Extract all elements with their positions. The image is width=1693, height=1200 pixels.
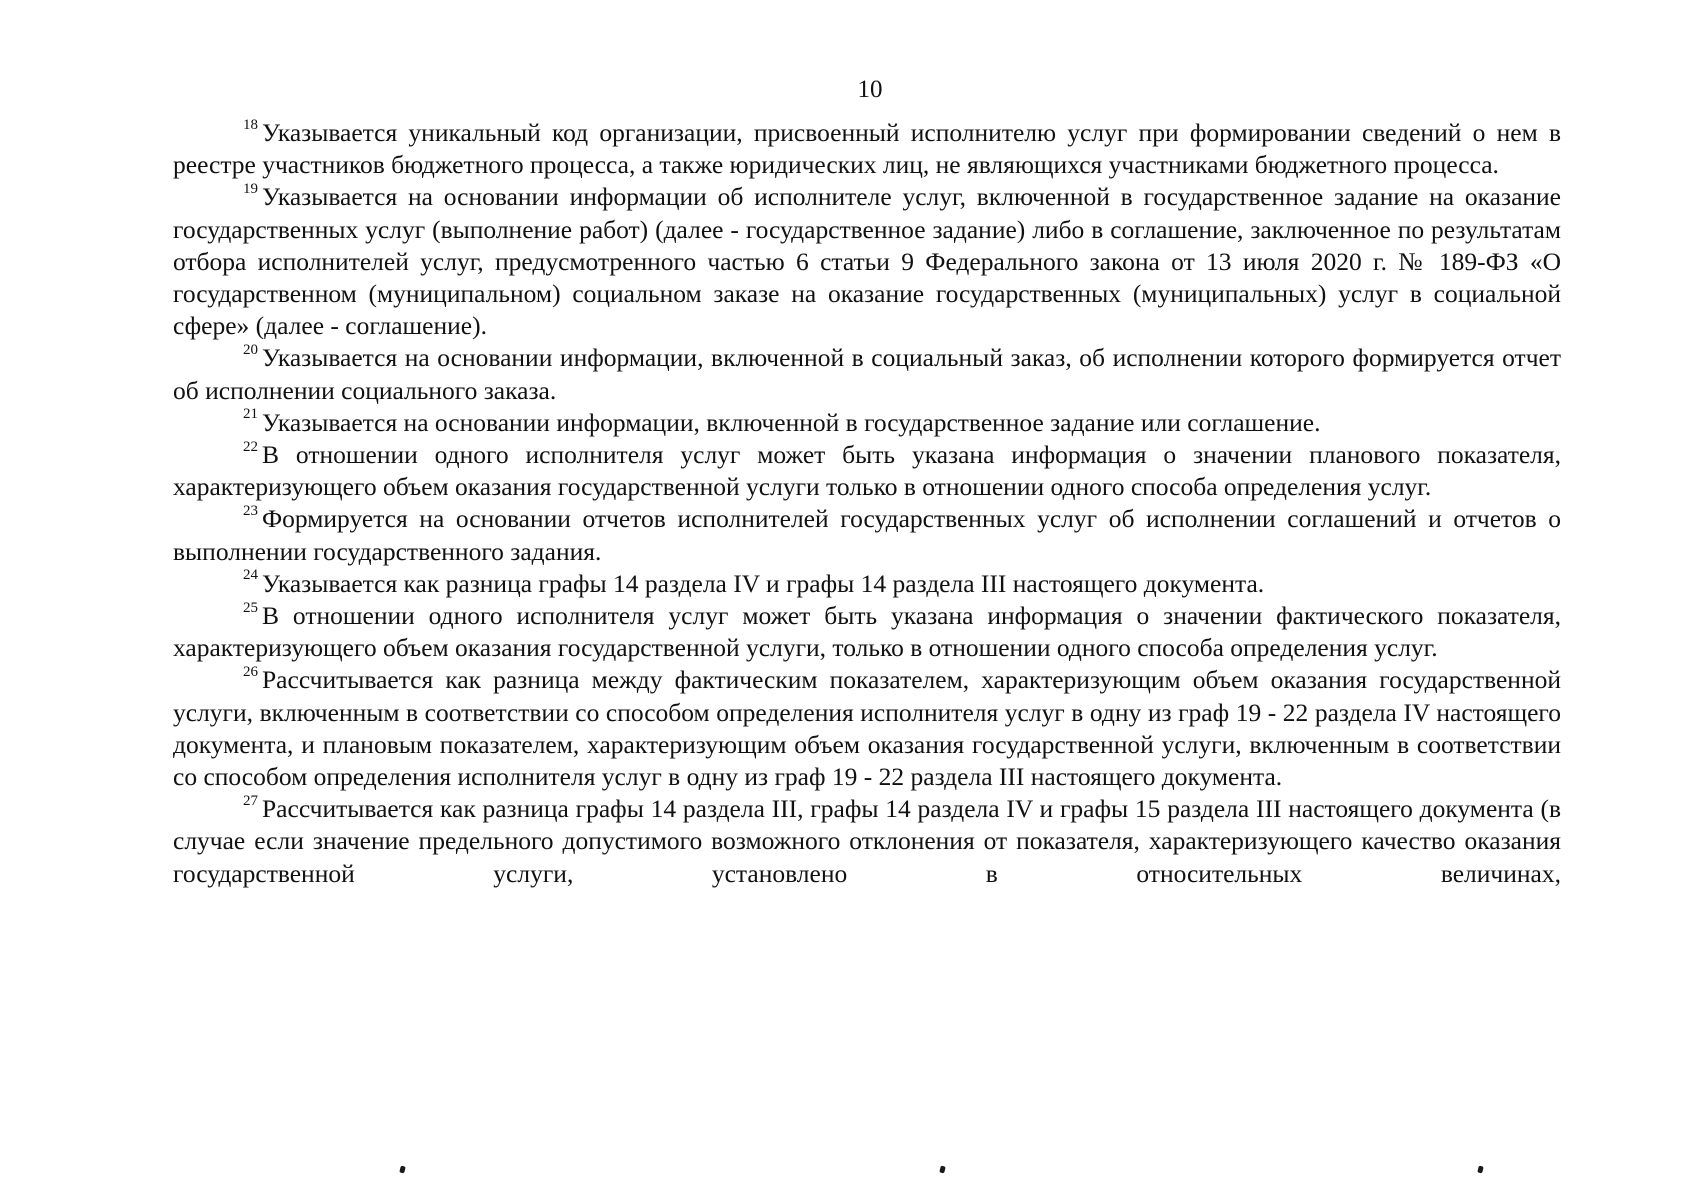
footnote-text: Указывается на основании информации, включенной в государственное задание или соглашение. — [262, 407, 1321, 437]
footnote-21 — [173, 407, 1561, 439]
footnote-22 — [173, 439, 1561, 503]
footnote-24 — [173, 568, 1561, 600]
footnote-text: Указывается на основании информации об исполнителе услуг, включенной в государственное задание на оказание государственных услуг (выполнение работ) (далее - государственное задание) либо в соглашение, заключенное по результатам отбора исполнителей услуг, предусмотренного частью 6 статьи 9 Федерального закона от 13 июля 2020 г. № 189-ФЗ «О государственном (муниципальном) социальном заказе на оказание государственных (муниципальных) услуг в социальной сфере» (далее - соглашение). — [173, 182, 1561, 341]
footnote-text: Формируется на основании отчетов исполнителей государственных услуг об исполнении соглашений и отчетов о выполнении государственного задания. — [173, 504, 1561, 566]
footnote-number: 27 — [243, 792, 258, 809]
footnote-number: 24 — [243, 567, 258, 584]
footnote-text: Указывается как разница графы 14 раздела IV и графы 14 раздела III настоящего документа. — [262, 568, 1265, 598]
scan-mark — [399, 1165, 406, 1173]
footnote-text: В отношении одного исполнителя услуг может быть указана информация о значении фактического показателя, характеризующего объем оказания государственной услуги, только в отношении одного способа определения услуг. — [173, 601, 1561, 663]
scan-mark — [1477, 1165, 1484, 1173]
footnote-text: Рассчитывается как разница между фактическим показателем, характеризующим объем оказания государственной услуги, включенным в соответствии со способом определения исполнителя услуг в одну из граф 19 - 22 раздела IV настоящего документа, и плановым показателем, характеризующим объем оказания государственной услуги, включенным в соответствии со способом определения исполнителя услуг в одну из граф 19 - 22 раздела III настоящего документа. — [173, 665, 1561, 792]
footnote-18 — [173, 117, 1561, 181]
footnote-number: 23 — [243, 502, 258, 519]
footnote-19 — [173, 181, 1561, 342]
footnote-text: Указывается на основании информации, включенной в социальный заказ, об исполнении которого формируется отчет об исполнении социального заказа. — [173, 343, 1561, 405]
footnote-25 — [173, 600, 1561, 664]
footnote-number: 18 — [243, 116, 258, 133]
footnote-27 — [173, 793, 1561, 890]
footnote-26 — [173, 664, 1561, 793]
footnote-text: Рассчитывается как разница графы 14 раздела III, графы 14 раздела IV и графы 15 раздела III настоящего документа (в случае если значение предельного допустимого возможного отклонения от показателя, характеризующего качество оказания государственной услуги, установлено в относительных величинах, — [173, 794, 1561, 888]
page-number: 10 — [857, 76, 883, 103]
footnote-number: 21 — [243, 406, 258, 423]
footnote-text: Указывается уникальный код организации, присвоенный исполнителю услуг при формировании сведений о нем в реестре участников бюджетного процесса, а также юридических лиц, не являющихся участниками бюджетного процесса. — [173, 118, 1561, 180]
scan-mark — [939, 1165, 946, 1173]
footnote-text: В отношении одного исполнителя услуг может быть указана информация о значении планового показателя, характеризующего объем оказания государственной услуги только в отношении одного способа определения услуг. — [173, 440, 1561, 502]
footnote-number: 25 — [243, 599, 258, 616]
footnote-20 — [173, 342, 1561, 406]
footnote-number: 26 — [243, 663, 258, 680]
footnote-number: 20 — [243, 341, 258, 358]
footnote-number: 22 — [243, 438, 258, 455]
footnote-23 — [173, 503, 1561, 567]
footnote-number: 19 — [243, 180, 258, 197]
footnotes-list — [173, 117, 1561, 890]
